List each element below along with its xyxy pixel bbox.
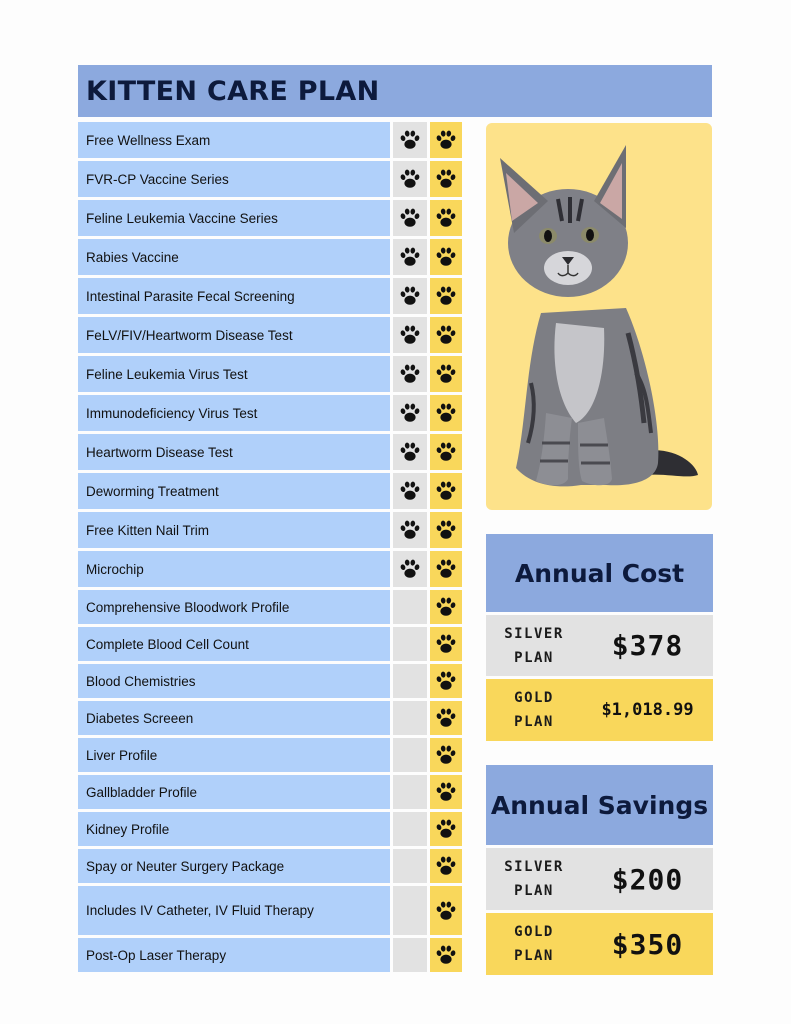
paw-print-icon (434, 743, 458, 767)
service-label: Feline Leukemia Vaccine Series (78, 200, 390, 236)
silver-tier-cell (393, 122, 427, 158)
service-row (78, 395, 462, 431)
paw-print-icon (434, 440, 458, 464)
service-row (78, 434, 462, 470)
service-label: Microchip (78, 551, 390, 587)
gold-tier-cell (430, 395, 462, 431)
plan-word: PLAN (514, 883, 554, 899)
service-label: FeLV/FIV/Heartworm Disease Test (78, 317, 390, 353)
paw-print-icon (434, 557, 458, 581)
service-label: FVR-CP Vaccine Series (78, 161, 390, 197)
service-label: Kidney Profile (78, 812, 390, 846)
silver-plan-label (486, 622, 582, 670)
paw-print-icon (434, 518, 458, 542)
kitten-image-icon (486, 123, 712, 510)
service-label: Free Kitten Nail Trim (78, 512, 390, 548)
service-row (78, 849, 462, 883)
silver-tier-cell (393, 278, 427, 314)
silver-tier-cell (393, 812, 427, 846)
silver-tier-cell (393, 627, 427, 661)
service-label: Gallbladder Profile (78, 775, 390, 809)
paw-print-icon (398, 401, 422, 425)
service-label: Liver Profile (78, 738, 390, 772)
silver-plan-label (486, 855, 582, 903)
gold-tier-cell (430, 812, 462, 846)
gold-tier-cell (430, 200, 462, 236)
gold-tier-cell (430, 775, 462, 809)
paw-print-icon (434, 669, 458, 693)
paw-print-icon (434, 284, 458, 308)
silver-tier-cell (393, 738, 427, 772)
service-label: Post-Op Laser Therapy (78, 938, 390, 972)
service-label: Comprehensive Bloodwork Profile (78, 590, 390, 624)
silver-cost-price: $378 (611, 629, 684, 662)
paw-print-icon (398, 557, 422, 581)
service-label: Includes IV Catheter, IV Fluid Therapy (78, 886, 390, 935)
silver-tier-cell (393, 239, 427, 275)
paw-print-icon (434, 362, 458, 386)
silver-tier-cell (393, 395, 427, 431)
silver-tier-cell (393, 473, 427, 509)
paw-print-icon (398, 518, 422, 542)
annual-cost-box (486, 534, 713, 741)
service-row (78, 356, 462, 392)
paw-print-icon (398, 323, 422, 347)
service-row (78, 317, 462, 353)
service-row (78, 239, 462, 275)
silver-tier-cell (393, 664, 427, 698)
paw-print-icon (398, 479, 422, 503)
paw-print-icon (434, 632, 458, 656)
service-label: Deworming Treatment (78, 473, 390, 509)
gold-tier-cell (430, 434, 462, 470)
silver-tier-cell (393, 701, 427, 735)
service-row (78, 590, 462, 624)
service-row (78, 812, 462, 846)
annual-savings-gold-row (486, 913, 713, 975)
gold-plan-label (486, 920, 582, 968)
paw-print-icon (434, 323, 458, 347)
paw-print-icon (434, 167, 458, 191)
annual-cost-title: Annual Cost (486, 534, 713, 612)
paw-print-icon (398, 440, 422, 464)
service-label: Complete Blood Cell Count (78, 627, 390, 661)
silver-tier-cell (393, 356, 427, 392)
paw-print-icon (398, 284, 422, 308)
plan-header (78, 65, 712, 117)
annual-cost-gold-row (486, 679, 713, 741)
paw-print-icon (398, 245, 422, 269)
gold-tier-cell (430, 849, 462, 883)
service-label: Spay or Neuter Surgery Package (78, 849, 390, 883)
gold-savings-price: $350 (611, 927, 684, 961)
paw-print-icon (434, 206, 458, 230)
silver-tier-cell (393, 590, 427, 624)
service-row (78, 278, 462, 314)
silver-tier-cell (393, 886, 427, 935)
kitten-photo (486, 123, 712, 510)
gold-tier-cell (430, 356, 462, 392)
service-label: Free Wellness Exam (78, 122, 390, 158)
plan-name: SILVER (504, 625, 564, 642)
annual-savings-box (486, 765, 713, 975)
gold-tier-cell (430, 512, 462, 548)
gold-tier-cell (430, 278, 462, 314)
service-row (78, 627, 462, 661)
plan-word: PLAN (514, 714, 554, 730)
service-row (78, 512, 462, 548)
plan-name: GOLD (514, 690, 554, 706)
silver-tier-cell (393, 938, 427, 972)
annual-savings-silver-row (486, 848, 713, 910)
service-label: Blood Chemistries (78, 664, 390, 698)
silver-tier-cell (393, 512, 427, 548)
page-title: KITTEN CARE PLAN (86, 75, 380, 107)
paw-print-icon (434, 595, 458, 619)
paw-print-icon (434, 479, 458, 503)
silver-tier-cell (393, 161, 427, 197)
silver-tier-cell (393, 317, 427, 353)
service-row (78, 701, 462, 735)
service-label: Intestinal Parasite Fecal Screening (78, 278, 390, 314)
gold-plan-label (486, 686, 582, 734)
service-row (78, 473, 462, 509)
silver-tier-cell (393, 849, 427, 883)
gold-tier-cell (430, 317, 462, 353)
service-row (78, 200, 462, 236)
silver-savings-price: $200 (611, 862, 684, 896)
service-row (78, 551, 462, 587)
service-row (78, 122, 462, 158)
paw-print-icon (434, 128, 458, 152)
gold-tier-cell (430, 701, 462, 735)
paw-print-icon (434, 943, 458, 967)
paw-print-icon (434, 854, 458, 878)
plan-name: SILVER (504, 859, 564, 875)
service-row (78, 738, 462, 772)
paw-print-icon (398, 167, 422, 191)
plan-word: PLAN (514, 649, 554, 666)
gold-tier-cell (430, 551, 462, 587)
paw-print-icon (434, 780, 458, 804)
gold-tier-cell (430, 886, 462, 935)
paw-print-icon (398, 362, 422, 386)
service-label: Diabetes Screeen (78, 701, 390, 735)
plan-name: GOLD (514, 924, 554, 940)
service-row (78, 161, 462, 197)
silver-tier-cell (393, 775, 427, 809)
paw-print-icon (434, 817, 458, 841)
paw-print-icon (398, 206, 422, 230)
paw-print-icon (434, 899, 458, 923)
silver-tier-cell (393, 434, 427, 470)
gold-tier-cell (430, 239, 462, 275)
plan-word: PLAN (514, 948, 554, 964)
gold-tier-cell (430, 738, 462, 772)
silver-tier-cell (393, 551, 427, 587)
service-row (78, 664, 462, 698)
paw-print-icon (434, 401, 458, 425)
service-row (78, 775, 462, 809)
gold-cost-price: $1,018.99 (601, 700, 694, 720)
service-label: Heartworm Disease Test (78, 434, 390, 470)
services-list (78, 122, 462, 975)
service-label: Rabies Vaccine (78, 239, 390, 275)
gold-tier-cell (430, 473, 462, 509)
gold-tier-cell (430, 938, 462, 972)
annual-cost-silver-row (486, 615, 713, 676)
service-label: Immunodeficiency Virus Test (78, 395, 390, 431)
gold-tier-cell (430, 590, 462, 624)
gold-tier-cell (430, 664, 462, 698)
service-row (78, 938, 462, 972)
annual-savings-title: Annual Savings (486, 765, 713, 845)
gold-tier-cell (430, 161, 462, 197)
silver-tier-cell (393, 200, 427, 236)
paw-print-icon (434, 706, 458, 730)
service-row (78, 886, 462, 935)
service-label: Feline Leukemia Virus Test (78, 356, 390, 392)
paw-print-icon (434, 245, 458, 269)
gold-tier-cell (430, 122, 462, 158)
paw-print-icon (398, 128, 422, 152)
gold-tier-cell (430, 627, 462, 661)
